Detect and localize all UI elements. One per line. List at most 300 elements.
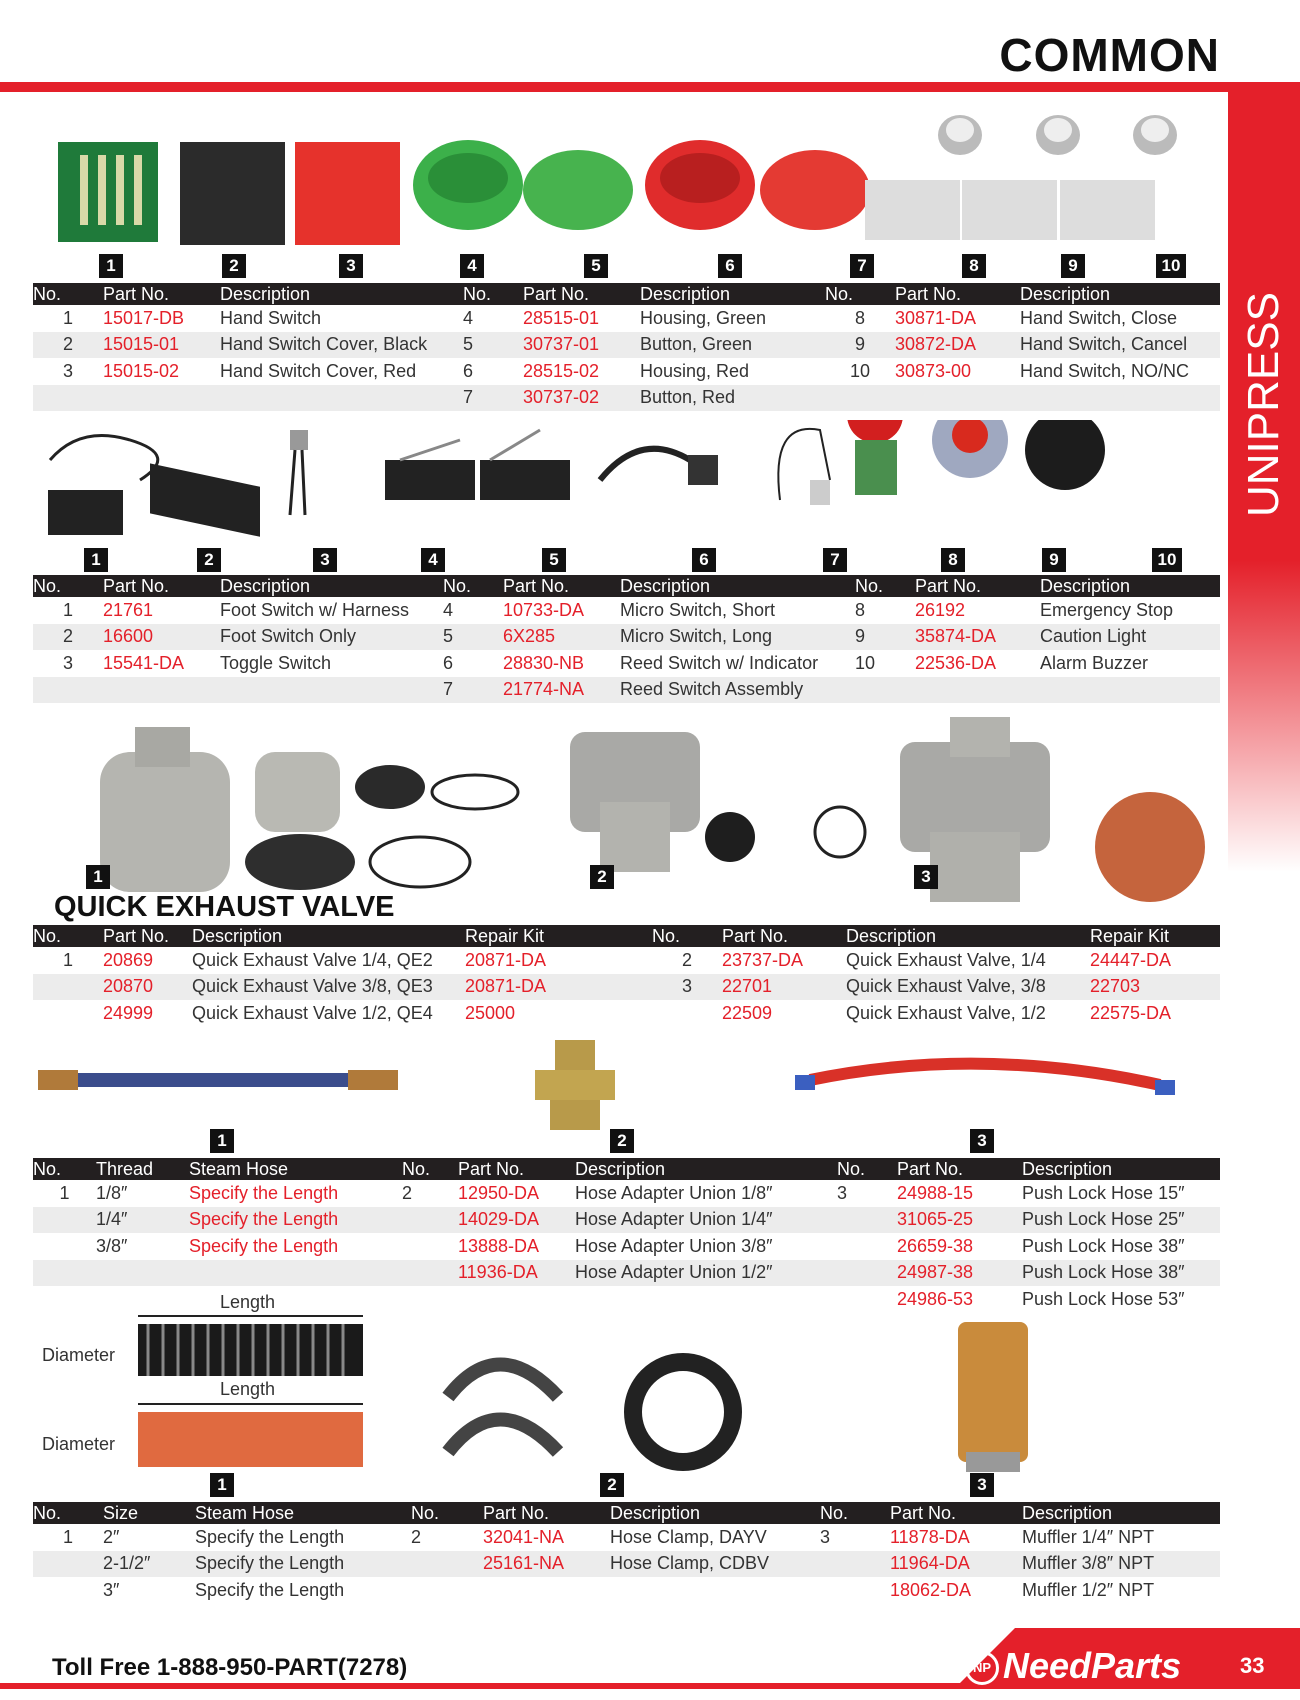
cell-description: Quick Exhaust Valve, 1/2 [846,1002,1046,1023]
table-row [33,1000,1220,1027]
col-header: Description [220,575,443,597]
green-button-image [523,150,633,230]
cell-description: Caution Light [1040,624,1220,651]
cell-no [411,1551,483,1578]
diameter-label: Diameter [42,1434,116,1454]
cell-repair-kit: 22575-DA [1090,1002,1172,1023]
cell-description: Muffler 1/2″ NPT [1022,1579,1155,1600]
cell-part-no: 25161-NA [483,1551,610,1578]
table-header-row [33,283,1220,305]
cell-steam-hose: Specify the Length [189,1235,339,1256]
cell-no [402,1233,458,1260]
cell-no: 5 [443,624,503,651]
cell-no: 10 [855,652,876,673]
cell-description: Push Lock Hose 38″ [1022,1235,1185,1256]
cell-no: 2 [402,1182,413,1203]
cell-part-no: 24986-53 [897,1288,974,1309]
cell-no [402,1207,458,1234]
cell-size: 2-1/2″ [103,1551,195,1578]
cell-no: 7 [463,385,523,412]
needparts-logo [965,1645,1181,1687]
item-marker: 4 [460,254,484,278]
hose-clamp-dayv-image [448,1365,558,1398]
item-marker: 1 [210,1129,234,1153]
cell-thread: 1/4″ [96,1207,189,1234]
cell-description: Hose Adapter Union 3/8″ [575,1235,773,1256]
col-header: No. [402,1158,458,1180]
item-marker: 5 [584,254,608,278]
cell-repair-kit: 20871-DA [465,974,652,1001]
cell-part-no: 24999 [103,1002,154,1023]
cell-description: Muffler 3/8″ NPT [1022,1551,1220,1578]
cell-part-no: 24988-15 [897,1182,974,1203]
steam-hose-image [38,1070,78,1090]
cell-no: 1 [62,1526,73,1547]
cell-description: Push Lock Hose 53″ [1022,1288,1185,1309]
cell-steam-hose [189,1260,402,1287]
col-header: No. [837,1158,897,1180]
cell-part-no: 24987-38 [897,1260,1022,1287]
foot-switch-harness-image [48,490,123,535]
cell-description [1040,677,1220,704]
cell-no: 8 [854,307,865,328]
item-marker: 2 [610,1129,634,1153]
cell-description: Hand Switch, NO/NC [1020,360,1190,381]
cell-part-no: 15541-DA [103,652,185,673]
table-header-row [33,575,1220,597]
cell-description: Foot Switch Only [220,624,443,651]
col-header: Part No. [722,925,846,947]
table-row [33,677,1220,704]
steam-hose-clamp-muffler-table [33,1502,1220,1604]
table-row [33,1260,1220,1287]
hand-switch-table [33,283,1220,411]
col-header: Description [1022,1158,1220,1180]
muffler-image [958,1322,1028,1462]
cell-repair-kit: 20871-DA [465,949,547,970]
switch-parts-images [40,420,1230,545]
item-marker: 7 [850,254,874,278]
cell-part-no: 18062-DA [890,1579,972,1600]
cell-no [33,1286,96,1313]
table-header-row [33,1502,1220,1524]
col-header: Part No. [103,283,220,305]
cell-part-no: 23737-DA [722,949,804,970]
table-row [33,1233,1220,1260]
cell-steam-hose: Specify the Length [189,1182,339,1203]
cell-description [575,1286,837,1313]
cell-no [837,1286,897,1313]
cell-description: Quick Exhaust Valve, 1/4 [846,949,1046,970]
col-header: No. [855,575,915,597]
switch-table [33,575,1220,703]
item-marker: 5 [542,548,566,572]
cell-description: Micro Switch, Long [620,624,855,651]
cell-part-no: 30873-00 [895,360,972,381]
item-marker: 1 [84,548,108,572]
cell-description: Hand Switch Cover, Black [220,332,463,359]
table-row [33,597,1220,624]
cell-part-no [483,1577,610,1604]
cell-description: Hand Switch [220,307,322,328]
black-cover-image [180,142,285,245]
table-row [33,1180,1220,1207]
cell-description: Quick Exhaust Valve 3/8, QE3 [192,974,465,1001]
cell-thread: 1/8″ [96,1182,128,1203]
col-header: Description [610,1502,820,1524]
cell-part-no [915,677,1040,704]
cell-description: Push Lock Hose 38″ [1022,1260,1220,1287]
cell-description [1020,385,1220,412]
cell-part-no: 30872-DA [895,332,1020,359]
cell-size: 2″ [103,1526,120,1547]
col-header: No. [33,925,103,947]
cell-no: 4 [463,307,474,328]
cell-part-no: 20870 [103,974,192,1001]
col-header: Description [640,283,825,305]
table-row [33,332,1220,359]
col-header: Part No. [458,1158,575,1180]
table-row [33,650,1220,677]
cell-description: Hose Adapter Union 1/4″ [575,1207,837,1234]
col-header: Description [620,575,855,597]
col-header: Size [103,1502,195,1524]
quick-exhaust-valve-images [90,712,1220,912]
cell-description: Button, Green [640,332,825,359]
table-row [33,1207,1220,1234]
cell-no [837,1233,897,1260]
cell-steam-hose: Specify the Length [195,1526,345,1547]
item-marker: 3 [970,1129,994,1153]
length-label: Length [220,1292,276,1312]
item-marker: 8 [962,254,986,278]
col-header: Part No. [890,1502,1022,1524]
reed-switch-indicator-image [600,449,690,480]
item-marker: 3 [970,1473,994,1497]
col-header: Description [192,925,465,947]
push-button-heads-image [920,105,1220,180]
diameter-label: Diameter [42,1345,116,1365]
cell-no: 6 [463,360,474,381]
cell-no [837,1260,897,1287]
cell-part-no: 28830-NB [503,652,585,673]
table-row [33,1286,1220,1313]
cell-no: 10 [849,360,871,381]
cell-no [411,1577,483,1604]
cell-description: Reed Switch Assembly [620,677,855,704]
col-header: No. [33,1502,103,1524]
item-marker: 4 [421,548,445,572]
item-marker: 7 [823,548,847,572]
cell-no: 3 [820,1526,831,1547]
cell-part-no [103,385,220,412]
item-marker: 2 [197,548,221,572]
cell-description: Hose Clamp, DAYV [610,1526,767,1547]
cell-part-no: 30737-01 [523,332,640,359]
item-marker: 6 [718,254,742,278]
cell-no: 1 [62,949,73,970]
cell-part-no: 11964-DA [890,1551,1022,1578]
toggle-switch-image [290,430,308,450]
cell-part-no: 20869 [103,949,154,970]
col-header: Description [1020,283,1220,305]
cell-steam-hose: Specify the Length [195,1551,411,1578]
cell-no: 9 [825,332,895,359]
length-label: Length [220,1379,276,1399]
cell-description: Hand Switch Cover, Red [220,360,417,381]
col-header: Description [220,283,463,305]
cell-no [402,1260,458,1287]
col-header: No. [33,575,103,597]
cell-no: 7 [443,677,503,704]
cell-part-no: 15015-01 [103,332,220,359]
micro-switch-short-image [385,460,475,500]
steam-hose-clamp-muffler-images [118,1312,1218,1492]
table-header-row [33,1158,1220,1180]
item-marker: 10 [1152,548,1182,572]
alarm-buzzer-image [1025,420,1105,490]
item-marker: 8 [941,548,965,572]
col-header: Part No. [523,283,640,305]
cell-description: Housing, Red [640,360,750,381]
np-logo-icon: NP [965,1651,999,1685]
cell-no: 3 [62,360,73,381]
cell-no [33,974,103,1001]
circuit-board-image [58,142,158,242]
cell-part-no: 31065-25 [897,1207,1022,1234]
page-number: 33 [1240,1653,1265,1678]
cell-part-no: 35874-DA [915,624,1040,651]
item-marker: 9 [1042,548,1066,572]
cell-no: 2 [33,332,103,359]
cell-description: Muffler 1/4″ NPT [1022,1526,1155,1547]
cell-part-no: 15017-DB [103,307,185,328]
cell-part-no: 14029-DA [458,1207,575,1234]
cell-description [220,385,463,412]
cell-part-no: 11936-DA [458,1260,575,1287]
cell-no: 2 [33,624,103,651]
hose-clamp-cdbv-image [633,1362,733,1462]
cell-no: 2 [681,949,692,970]
orange-steam-hose-image [138,1412,363,1467]
page-title: COMMON [999,29,1220,81]
cell-part-no: 21774-NA [503,677,620,704]
col-header: Steam Hose [195,1502,411,1524]
cell-no: 6 [443,652,454,673]
table-row [33,1577,1220,1604]
col-header: Part No. [503,575,620,597]
cell-no [855,677,915,704]
col-header: No. [33,1158,96,1180]
cell-no [33,1000,103,1027]
table-row [33,947,1220,974]
item-marker: 6 [692,548,716,572]
cell-no: 3 [837,1182,848,1203]
cell-no: 9 [855,624,915,651]
hose-adapter-table [33,1158,1220,1313]
table-row [33,305,1220,332]
col-header: Description [1040,575,1220,597]
table-row [33,974,1220,1001]
cell-part-no: 32041-NA [483,1526,565,1547]
cell-description: Quick Exhaust Valve 1/4, QE2 [192,949,433,970]
item-marker: 9 [1061,254,1085,278]
cell-part-no: 28515-02 [523,360,600,381]
cell-no: 3 [62,652,73,673]
table-row [33,624,1220,651]
cell-description: Push Lock Hose 25″ [1022,1207,1220,1234]
cell-no: 3 [652,974,722,1001]
cell-description: Micro Switch, Short [620,599,776,620]
cell-description: Alarm Buzzer [1040,652,1149,673]
col-header: Part No. [897,1158,1022,1180]
cell-no [652,1000,722,1027]
cell-part-no: 22509 [722,1002,773,1023]
side-tab [1228,92,1300,872]
col-header: Description [575,1158,837,1180]
cell-description: Emergency Stop [1040,599,1174,620]
table-row [33,358,1220,385]
item-marker: 1 [86,865,110,889]
cell-part-no: 22536-DA [915,652,997,673]
col-header: No. [463,283,523,305]
emergency-stop-image [847,420,903,443]
hose-adapter-images [30,1035,1220,1135]
cell-part-no: 11878-DA [890,1526,970,1547]
cell-repair-kit: 24447-DA [1090,949,1172,970]
table-row [33,385,1220,412]
logo-text: NeedParts [1003,1645,1182,1686]
red-cover-image [295,142,400,245]
cell-description: Reed Switch w/ Indicator [620,652,819,673]
cell-repair-kit: 25000 [465,1002,516,1023]
cell-thread: 3/8″ [96,1235,128,1256]
hose-adapter-union-image [555,1040,595,1070]
cell-no: 5 [463,332,523,359]
cell-part-no: 30871-DA [895,307,977,328]
cell-no [820,1551,890,1578]
item-marker: 2 [600,1473,624,1497]
cell-description: Button, Red [640,385,825,412]
cell-part-no: 15015-02 [103,360,180,381]
col-header: Part No. [483,1502,610,1524]
cell-description: Hand Switch, Cancel [1020,332,1220,359]
cell-description: Hand Switch, Close [1020,307,1178,328]
cell-no [33,1207,96,1234]
cell-no [33,1260,96,1287]
cell-description: Hose Clamp, CDBV [610,1551,820,1578]
col-header: No. [411,1502,483,1524]
table-row [33,1551,1220,1578]
cell-no [33,677,103,704]
cell-description: Hose Adapter Union 1/2″ [575,1260,837,1287]
col-header: No. [443,575,503,597]
cell-no: 2 [411,1526,422,1547]
cell-no: 1 [62,599,73,620]
cell-part-no [103,677,220,704]
cell-description: Toggle Switch [220,652,332,673]
cell-description: Hose Adapter Union 1/8″ [575,1182,773,1203]
cell-part-no: 13888-DA [458,1235,540,1256]
toll-free-number: Toll Free 1-888-950-PART(7278) [52,1654,408,1681]
cell-no [33,1577,103,1604]
cell-part-no: 6X285 [503,624,620,651]
col-header: Steam Hose [189,1158,402,1180]
cell-no [33,1551,103,1578]
cell-part-no: 26659-38 [897,1235,974,1256]
item-marker: 2 [590,865,614,889]
foot-switch-image [150,463,260,536]
cell-thread [96,1286,189,1313]
item-marker: 10 [1156,254,1186,278]
col-header: Thread [96,1158,189,1180]
cell-steam-hose: Specify the Length [195,1579,345,1600]
cell-no [33,385,103,412]
cell-no: 8 [855,599,866,620]
cell-description: Push Lock Hose 15″ [1022,1182,1185,1203]
cell-steam-hose: Specify the Length [189,1207,402,1234]
cell-part-no: 26192 [915,599,966,620]
item-marker: 1 [210,1473,234,1497]
cell-description [220,677,443,704]
col-header: Repair Kit [1090,925,1220,947]
cell-size: 3″ [103,1579,120,1600]
cell-description [610,1577,820,1604]
cell-part-no: 12950-DA [458,1182,540,1203]
cell-description: Quick Exhaust Valve, 3/8 [846,974,1090,1001]
cell-no [820,1577,890,1604]
item-marker: 1 [99,254,123,278]
col-header: Part No. [103,925,192,947]
cell-no [837,1207,897,1234]
header-rule [0,82,1300,92]
cell-description: Housing, Green [640,307,767,328]
col-header: Part No. [103,575,220,597]
col-header: No. [33,283,103,305]
col-header: No. [825,283,895,305]
col-header: No. [820,1502,890,1524]
cell-thread [96,1260,189,1287]
micro-switch-long-image [480,460,570,500]
side-tab-label: UNIPRESS [1239,292,1288,517]
cell-part-no: 16600 [103,624,220,651]
cell-repair-kit: 22703 [1090,974,1220,1001]
cell-no: 1 [59,1182,70,1203]
col-header: Description [1022,1502,1220,1524]
cell-no [33,1233,96,1260]
quick-exhaust-valve-table [33,925,1220,1027]
cell-no: 4 [443,599,454,620]
cell-description: Foot Switch w/ Harness [220,599,410,620]
table-header-row [33,925,1220,947]
cell-part-no: 28515-01 [523,307,600,328]
col-header: Part No. [915,575,1040,597]
cell-description: Quick Exhaust Valve 1/2, QE4 [192,1002,433,1023]
cell-no [402,1286,458,1313]
table-row [33,1524,1220,1551]
quick-exhaust-valve-heading: QUICK EXHAUST VALVE [54,891,395,923]
item-marker: 3 [339,254,363,278]
cell-part-no: 22701 [722,974,846,1001]
col-header: Part No. [895,283,1020,305]
cell-part-no: 10733-DA [503,599,585,620]
valve-1-image [100,752,230,892]
col-header: Repair Kit [465,925,652,947]
cell-no: 1 [62,307,73,328]
col-header: No. [652,925,722,947]
item-marker: 3 [313,548,337,572]
cell-part-no: 21761 [103,599,154,620]
